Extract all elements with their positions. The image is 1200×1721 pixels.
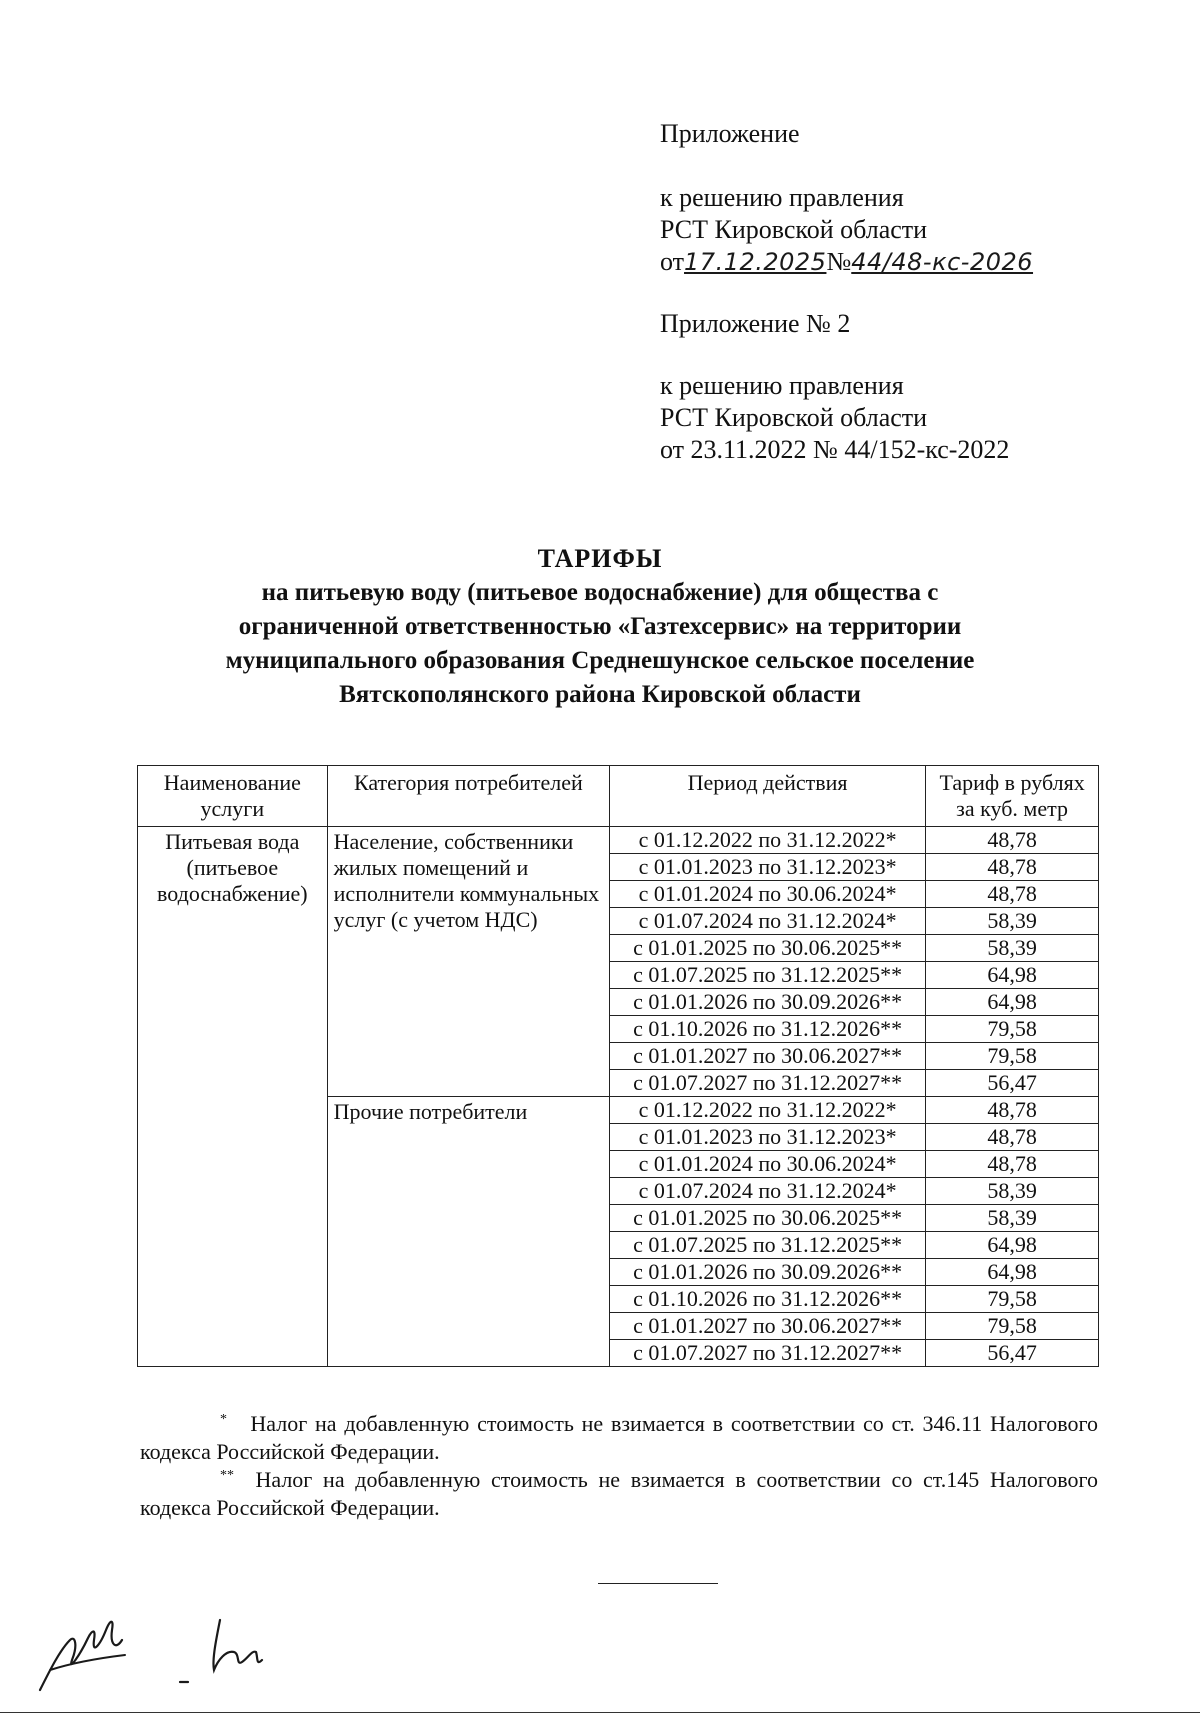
period-cell: с 01.12.2022 по 31.12.2022* xyxy=(610,827,926,854)
title-line-4: Вятскополянского района Кировской области xyxy=(339,681,861,708)
document-title xyxy=(140,542,1060,712)
service-name-line3: водоснабжение) xyxy=(157,881,308,906)
tariff-value-cell: 48,78 xyxy=(926,854,1099,881)
to-decision-line-2: к решению правления xyxy=(660,371,904,400)
footnote-2-mark: ** xyxy=(220,1468,234,1483)
from-prefix: от xyxy=(660,247,685,276)
bottom-scan-edge xyxy=(0,1712,1200,1713)
authority-line-2: РСТ Кировской области xyxy=(660,403,928,432)
tariff-table-body xyxy=(138,827,1099,1367)
appendix-header xyxy=(660,118,1130,466)
handwritten-date: 17.12.2025 xyxy=(684,248,827,276)
period-cell: с 01.01.2027 по 30.06.2027** xyxy=(610,1313,926,1340)
tariff-table xyxy=(137,765,1099,1367)
period-cell: с 01.07.2024 по 31.12.2024* xyxy=(610,1178,926,1205)
table-row xyxy=(138,827,1099,854)
service-name-cell xyxy=(138,827,328,1367)
appendix2-title: Приложение № 2 xyxy=(660,309,851,338)
period-cell: с 01.07.2027 по 31.12.2027** xyxy=(610,1340,926,1367)
handwritten-number: 44/48-кс-2026 xyxy=(851,248,1034,276)
tariff-value-cell: 79,58 xyxy=(926,1016,1099,1043)
footnote-1-text: Налог на добавленную стоимость не взимается в соответствии со ст. 346.11 Налогового кодекса Российской Федерации. xyxy=(140,1411,1098,1464)
tariff-value-cell: 58,39 xyxy=(926,1178,1099,1205)
handwritten-signature-icon xyxy=(30,1600,310,1700)
header-tariff: Тариф в рублях за куб. метр xyxy=(926,766,1099,827)
tariff-value-cell: 64,98 xyxy=(926,989,1099,1016)
to-decision-line: к решению правления xyxy=(660,183,904,212)
tariff-value-cell: 48,78 xyxy=(926,1151,1099,1178)
period-cell: с 01.01.2024 по 30.06.2024* xyxy=(610,881,926,908)
tariff-value-cell: 48,78 xyxy=(926,1124,1099,1151)
category-cell: Прочие потребители xyxy=(327,1097,609,1367)
period-cell: с 01.01.2024 по 30.06.2024* xyxy=(610,1151,926,1178)
period-cell: с 01.10.2026 по 31.12.2026** xyxy=(610,1286,926,1313)
tariff-value-cell: 64,98 xyxy=(926,1259,1099,1286)
tariff-value-cell: 48,78 xyxy=(926,881,1099,908)
header-category: Категория потребителей xyxy=(327,766,609,827)
tariff-value-cell: 58,39 xyxy=(926,908,1099,935)
period-cell: с 01.12.2022 по 31.12.2022* xyxy=(610,1097,926,1124)
title-line-3: муниципального образования Среднешунское сельское поселение xyxy=(225,647,975,674)
service-name-line1: Питьевая вода xyxy=(165,829,300,854)
tariff-value-cell: 79,58 xyxy=(926,1043,1099,1070)
number-sign: № xyxy=(826,247,852,276)
tariff-value-cell: 56,47 xyxy=(926,1340,1099,1367)
footnotes xyxy=(140,1410,1098,1522)
period-cell: с 01.07.2024 по 31.12.2024* xyxy=(610,908,926,935)
decision-date-number-line xyxy=(660,246,1130,278)
authority-line: РСТ Кировской области xyxy=(660,215,928,244)
period-cell: с 01.01.2023 по 31.12.2023* xyxy=(610,854,926,881)
period-cell: с 01.01.2026 по 30.09.2026** xyxy=(610,1259,926,1286)
footnote-1-mark: * xyxy=(220,1412,227,1427)
tariff-value-cell: 79,58 xyxy=(926,1313,1099,1340)
period-cell: с 01.01.2027 по 30.06.2027** xyxy=(610,1043,926,1070)
title-line-1: на питьевую воду (питьевое водоснабжение) для общества с xyxy=(261,579,939,606)
service-name-line2: (питьевое xyxy=(186,855,279,880)
period-cell: с 01.01.2026 по 30.09.2026** xyxy=(610,989,926,1016)
period-cell: с 01.07.2027 по 31.12.2027** xyxy=(610,1070,926,1097)
footnote-1 xyxy=(140,1410,1098,1466)
end-separator-line xyxy=(598,1583,718,1584)
tariff-value-cell: 48,78 xyxy=(926,827,1099,854)
tariff-value-cell: 79,58 xyxy=(926,1286,1099,1313)
tariff-value-cell: 48,78 xyxy=(926,1097,1099,1124)
tariff-value-cell: 58,39 xyxy=(926,935,1099,962)
appendix-title: Приложение xyxy=(660,119,800,148)
original-decision-line: от 23.11.2022 № 44/152-кс-2022 xyxy=(660,435,1010,464)
table-header-row xyxy=(138,766,1099,827)
header-period: Период действия xyxy=(610,766,926,827)
title-line-2: ограниченной ответственностью «Газтехсервис» на территории xyxy=(238,613,962,640)
tariff-value-cell: 64,98 xyxy=(926,1232,1099,1259)
period-cell: с 01.10.2026 по 31.12.2026** xyxy=(610,1016,926,1043)
period-cell: с 01.01.2025 по 30.06.2025** xyxy=(610,1205,926,1232)
period-cell: с 01.01.2023 по 31.12.2023* xyxy=(610,1124,926,1151)
footnote-2 xyxy=(140,1466,1098,1522)
period-cell: с 01.01.2025 по 30.06.2025** xyxy=(610,935,926,962)
tariff-value-cell: 56,47 xyxy=(926,1070,1099,1097)
period-cell: с 01.07.2025 по 31.12.2025** xyxy=(610,1232,926,1259)
footnote-2-text: Налог на добавленную стоимость не взимается в соответствии со ст.145 Налогового кодекса Российской Федерации. xyxy=(140,1467,1099,1520)
title-main: ТАРИФЫ xyxy=(537,544,663,573)
tariff-value-cell: 64,98 xyxy=(926,962,1099,989)
tariff-value-cell: 58,39 xyxy=(926,1205,1099,1232)
header-service: Наименование услуги xyxy=(138,766,328,827)
category-cell: Население, собственники жилых помещений и исполнители коммунальных услуг (с учетом НДС) xyxy=(327,827,609,1097)
period-cell: с 01.07.2025 по 31.12.2025** xyxy=(610,962,926,989)
